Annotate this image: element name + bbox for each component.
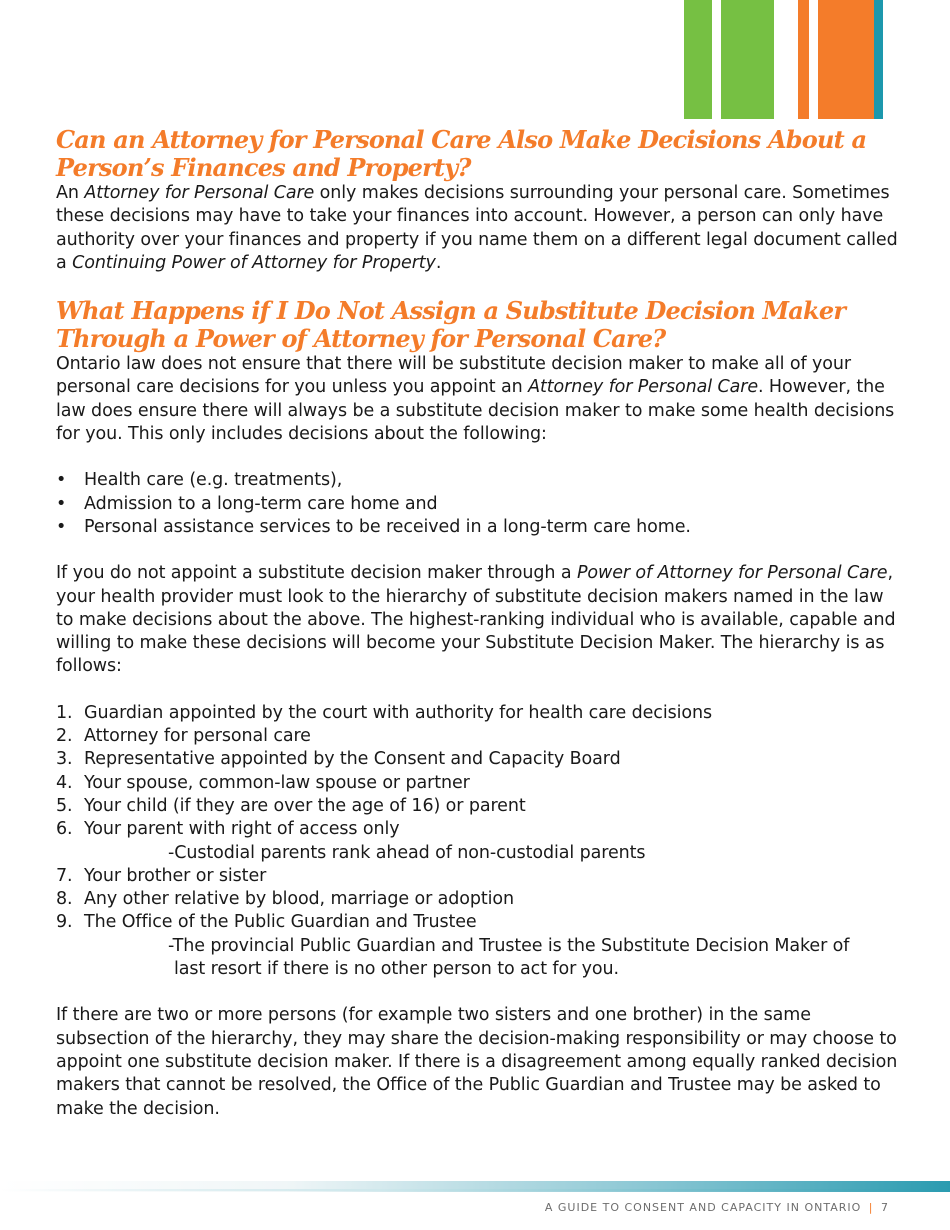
list-item: • Health care (e.g. treatments), <box>56 470 343 491</box>
green-bar <box>721 0 774 119</box>
green-bar <box>684 0 712 119</box>
shared-decision-paragraph: If there are two or more persons (for example two sisters and one brother) in the same subsection of the hierarchy, they may share the decision-making responsibility or may choose to appoint one substitute decision maker. If there is a disagreement among equally ranked decision makers that cannot be resolved, the Office of the Public Guardian and Trustee may be asked to make the decision. <box>56 1005 898 1119</box>
hierarchy-list <box>56 702 901 982</box>
footer-divider <box>0 1181 950 1192</box>
list-item: 2. Attorney for personal care <box>56 726 311 747</box>
list-item: • Admission to a long-term care home and <box>56 493 438 514</box>
decorative-color-bars <box>684 0 884 119</box>
list-item: 7. Your brother or sister <box>56 865 267 886</box>
section2-paragraph: Ontario law does not ensure that there will be substitute decision maker to make all of your personal care decisions for you unless you appoint an Attorney for Personal Care. However, the law does ensure there will always be a substitute decision maker to make some health decisions for you. This only includes decisions about the following: <box>56 354 895 445</box>
decision-bullet-list <box>56 469 901 539</box>
list-item-note: -The provincial Public Guardian and Trustee is the Substitute Decision Maker of <box>168 935 850 956</box>
orange-bar <box>818 0 874 119</box>
list-item: 5. Your child (if they are over the age of 16) or parent <box>56 795 526 816</box>
footer-title: A GUIDE TO CONSENT AND CAPACITY IN ONTARIO <box>544 1201 862 1214</box>
teal-bar <box>874 0 883 119</box>
orange-bar <box>798 0 809 119</box>
list-item-note: last resort if there is no other person to act for you. <box>174 959 619 980</box>
list-item: 1. Guardian appointed by the court with authority for health care decisions <box>56 702 712 723</box>
list-item: 3. Representative appointed by the Consent and Capacity Board <box>56 749 621 770</box>
page-number: 7 <box>881 1201 889 1214</box>
list-item: 6. Your parent with right of access only -Custodial parents rank ahead of non-custodial parents <box>56 818 901 865</box>
list-item-note: -Custodial parents rank ahead of non-custodial parents <box>168 842 646 863</box>
section1-heading: Can an Attorney for Personal Care Also Make Decisions About a Person’s Finances and Property? <box>56 125 867 182</box>
list-item: 8. Any other relative by blood, marriage or adoption <box>56 889 514 910</box>
list-item: 4. Your spouse, common-law spouse or partner <box>56 772 470 793</box>
list-item: 9. The Office of the Public Guardian and Trustee -The provincial Public Guardian and Trustee is the Substitute Decision Maker of last resort if there is no other person to act for you. <box>56 911 901 981</box>
hierarchy-intro-paragraph: If you do not appoint a substitute decision maker through a Power of Attorney for Personal Care, your health provider must look to the hierarchy of substitute decision makers named in the law to make decisions about the above. The highest-ranking individual who is available, capable and willing to make these decisions will become your Substitute Decision Maker. The hierarchy is as follows: <box>56 563 896 677</box>
page-content <box>56 126 901 1121</box>
section1-paragraph: An Attorney for Personal Care only makes decisions surrounding your personal care. Sometimes these decisions may have to take your finances into account. However, a person can only have authority over your finances and property if you name them on a different legal document called a Continuing Power of Attorney for Property. <box>56 183 898 273</box>
page-footer <box>545 1201 889 1214</box>
footer-separator: | <box>868 1201 874 1214</box>
section2-heading: What Happens if I Do Not Assign a Substitute Decision Maker Through a Power of Attorney for Personal Care? <box>56 296 846 354</box>
list-item: • Personal assistance services to be received in a long-term care home. <box>56 516 691 537</box>
